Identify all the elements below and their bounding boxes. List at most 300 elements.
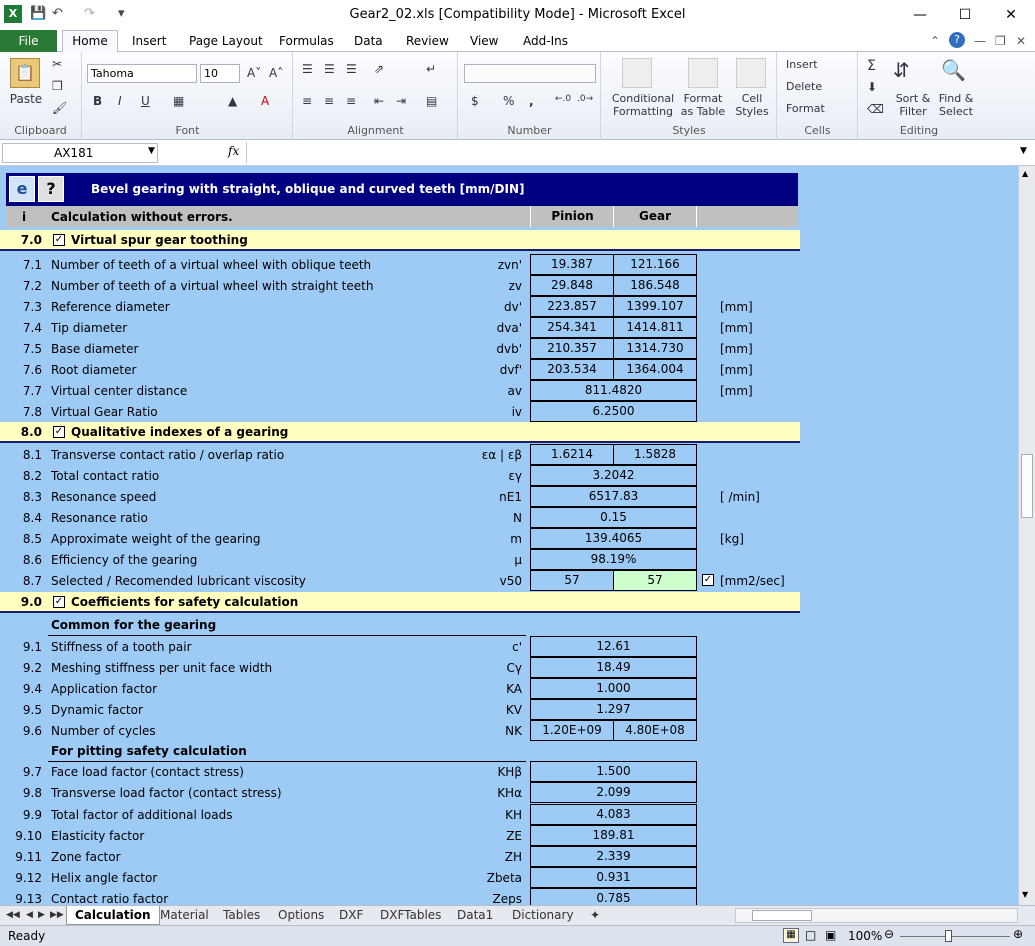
row-number: 7.3 (22, 300, 42, 314)
section-title: Virtual spur gear toothing (71, 233, 248, 247)
copy-icon[interactable]: ❐ (52, 79, 63, 93)
font-group (83, 52, 293, 140)
row-number: 9.7 (22, 765, 42, 779)
delete-cells-button[interactable]: Delete (786, 80, 823, 93)
minimize-ribbon-icon[interactable]: ⌃ (930, 34, 941, 48)
gear-header: Gear (613, 206, 697, 227)
merged-value[interactable]: 1.500 (530, 761, 697, 782)
row-label: Resonance speed (51, 490, 157, 504)
format-as-table-icon[interactable] (688, 58, 718, 88)
row-label: Application factor (51, 682, 158, 696)
excel-logo-icon: X (4, 5, 22, 23)
align-center-icon[interactable]: ≡ (324, 94, 335, 108)
merged-value[interactable]: 6.2500 (530, 401, 697, 422)
merged-value[interactable]: 0.931 (530, 867, 697, 888)
undo-icon[interactable]: ↶ (52, 6, 63, 21)
save-icon[interactable]: 💾 (30, 6, 47, 21)
cells-label: Cells (804, 124, 831, 137)
merge-center-icon[interactable]: ▤ (426, 94, 438, 108)
row-9-12 (0, 867, 800, 888)
row-label: Meshing stiffness per unit face width (51, 661, 273, 675)
row-symbol: ZH (504, 850, 522, 864)
zoom-out-icon[interactable]: ⊖ (884, 927, 895, 941)
row-number: 7.8 (22, 405, 42, 419)
sheet-tab-dxftables[interactable]: DXFTables (380, 908, 442, 922)
zoom-slider[interactable] (900, 936, 1010, 937)
shrink-font-icon[interactable]: A˄ (269, 66, 284, 80)
cell-styles-icon[interactable] (736, 58, 766, 88)
row-symbol: εγ (508, 469, 522, 483)
row-number: 8.6 (22, 553, 42, 567)
ribbon-tabs (0, 30, 1035, 52)
row-number: 8.1 (22, 448, 42, 462)
name-box-dropdown-icon[interactable]: ▼ (148, 146, 155, 156)
help-question-icon[interactable]: ? (38, 176, 64, 202)
row-number: 9.5 (22, 703, 42, 717)
decrease-indent-icon[interactable]: ⇤ (374, 94, 385, 108)
row-symbol: c' (512, 640, 522, 654)
tab-data[interactable]: Data (354, 34, 383, 48)
section-8-0 (0, 422, 800, 443)
subheader-title: For pitting safety calculation (51, 744, 247, 758)
fill-icon[interactable]: ⬇ (867, 80, 878, 94)
gear-value[interactable]: 1399.107 (613, 296, 697, 317)
decrease-decimal-icon[interactable]: .0→ (577, 94, 594, 104)
ribbon (0, 52, 1035, 140)
section-number: 9.0 (20, 595, 42, 609)
number-format-select[interactable] (464, 64, 596, 83)
sheet-tab-options[interactable]: Options (278, 908, 325, 922)
row-symbol: KV (505, 703, 522, 717)
row-symbol: μ (514, 553, 522, 567)
editing-label: Editing (899, 124, 939, 137)
pinion-value[interactable]: 254.341 (530, 317, 614, 338)
format-as-table-button[interactable]: Format as Table (680, 92, 726, 118)
row-label: Resonance ratio (51, 511, 148, 525)
tab-review[interactable]: Review (406, 34, 449, 48)
paste-button[interactable]: Paste (9, 92, 43, 106)
row-8-7 (0, 570, 800, 591)
gear-value[interactable]: 121.166 (613, 254, 697, 275)
row-label: Elasticity factor (51, 829, 145, 843)
merged-value[interactable]: 2.339 (530, 846, 697, 867)
align-left-icon[interactable]: ≡ (302, 94, 313, 108)
row-symbol: zvn' (497, 258, 522, 272)
number-label: Number (507, 124, 552, 137)
row-label: Number of teeth of a virtual wheel with oblique teeth (51, 258, 372, 272)
row-number: 8.2 (22, 469, 42, 483)
row-symbol: dva' (496, 321, 522, 335)
clear-icon[interactable]: ⌫ (867, 102, 884, 116)
merged-value[interactable]: 2.099 (530, 782, 697, 803)
window-close-icon[interactable]: ✕ (1016, 34, 1027, 48)
sheet-tab-dxf[interactable]: DXF (339, 908, 364, 922)
row-symbol: av (507, 384, 522, 398)
row-7-8 (0, 401, 800, 422)
row-9-11 (0, 846, 800, 867)
merged-value[interactable]: 12.61 (530, 636, 697, 657)
row-8-5 (0, 528, 800, 549)
merged-value[interactable]: 6517.83 (530, 486, 697, 507)
row-7-5 (0, 338, 800, 359)
bold-icon[interactable]: B (93, 94, 103, 108)
pinion-value[interactable]: 1.20E+09 (530, 720, 614, 741)
percent-button[interactable]: % (503, 94, 515, 108)
formula-bar (0, 140, 1035, 166)
tab-view[interactable]: View (470, 34, 499, 48)
format-painter-icon[interactable]: 🖌 (52, 101, 68, 115)
gear-value[interactable]: 186.548 (613, 275, 697, 296)
formula-input[interactable] (246, 142, 1016, 163)
gear-value-selected[interactable]: 57 (613, 570, 697, 591)
styles-group (602, 52, 777, 140)
section-checkbox[interactable]: ✓ (54, 596, 64, 607)
row-symbol: KHα (497, 786, 522, 800)
section-checkbox[interactable]: ✓ (54, 426, 64, 437)
row-symbol: dv' (503, 300, 522, 314)
row-8-3 (0, 486, 800, 507)
row-unit: [ /min] (720, 490, 760, 504)
row-9-2 (0, 657, 800, 678)
tab-nav-last-icon[interactable]: ▶▶ (50, 910, 64, 920)
insert-cells-button[interactable]: Insert (786, 58, 818, 71)
row-9-13 (0, 888, 800, 905)
title-bar (0, 0, 1035, 30)
row-label: Selected / Recomended lubricant viscosity (51, 574, 306, 588)
row-number: 9.2 (22, 661, 42, 675)
sort-filter-icon[interactable]: ⇵ (893, 58, 910, 82)
cut-icon[interactable]: ✂ (52, 57, 63, 71)
clipboard-label: Clipboard (14, 124, 67, 137)
tab-nav-next-icon[interactable]: ▶ (38, 910, 45, 920)
row-label: Face load factor (contact stress) (51, 765, 244, 779)
sheet-tab-calculation[interactable]: Calculation (66, 906, 160, 925)
format-cells-button[interactable]: Format (786, 102, 825, 115)
sheet-tab-data1[interactable]: Data1 (457, 908, 494, 922)
merged-value[interactable]: 1.297 (530, 699, 697, 720)
row-symbol: Zeps (492, 892, 522, 905)
row-label: Root diameter (51, 363, 137, 377)
row-9-7 (0, 761, 800, 782)
row-9-1 (0, 636, 800, 657)
merged-value[interactable]: 98.19% (530, 549, 697, 570)
pinion-value[interactable]: 1.6214 (530, 444, 614, 465)
row-symbol: Zbeta (486, 871, 522, 885)
wrap-text-icon[interactable]: ↵ (426, 62, 437, 76)
row-number: 8.7 (22, 574, 42, 588)
increase-decimal-icon[interactable]: ←.0 (555, 94, 572, 104)
close-button[interactable]: ✕ (1005, 7, 1017, 23)
paste-icon[interactable]: 📋 (10, 58, 40, 88)
pinion-value[interactable]: 57 (530, 570, 614, 591)
editing-group (859, 52, 979, 140)
scroll-thumb[interactable] (1021, 454, 1033, 518)
underline-icon[interactable]: U (141, 94, 150, 108)
row-symbol: v50 (499, 574, 522, 588)
fill-color-icon[interactable]: ▲ (228, 94, 238, 108)
viscosity-checkbox[interactable]: ✓ (703, 574, 713, 585)
row-number: 8.4 (22, 511, 42, 525)
row-label: Virtual center distance (51, 384, 188, 398)
fx-label[interactable]: fx (228, 144, 240, 158)
row-unit: [mm] (720, 384, 753, 398)
alignment-label: Alignment (347, 124, 404, 137)
row-label: Virtual Gear Ratio (51, 405, 158, 419)
italic-icon[interactable]: I (118, 94, 122, 108)
row-label: Transverse contact ratio / overlap ratio (51, 448, 285, 462)
row-number: 8.5 (22, 532, 42, 546)
calc-status-row (6, 206, 798, 227)
row-7-6 (0, 359, 800, 380)
tab-file[interactable]: File (0, 30, 57, 52)
row-symbol: Cγ (506, 661, 522, 675)
merged-value[interactable]: 139.4065 (530, 528, 697, 549)
row-number: 8.3 (22, 490, 42, 504)
section-9-0 (0, 592, 800, 613)
row-number: 9.4 (22, 682, 42, 696)
increase-indent-icon[interactable]: ⇥ (396, 94, 407, 108)
align-middle-icon[interactable]: ☰ (324, 62, 335, 76)
sheet-header (6, 173, 798, 206)
name-box[interactable]: AX181 (2, 143, 158, 163)
row-9-5 (0, 699, 800, 720)
gear-value[interactable]: 1414.811 (613, 317, 697, 338)
section-number: 8.0 (20, 425, 42, 439)
vertical-scrollbar[interactable] (1018, 166, 1035, 905)
merged-value[interactable]: 1.000 (530, 678, 697, 699)
tab-add-ins[interactable]: Add-Ins (523, 34, 568, 48)
row-8-1 (0, 444, 800, 465)
section-checkbox[interactable]: ✓ (54, 234, 64, 245)
tab-home[interactable]: Home (62, 30, 118, 53)
window-restore-icon[interactable]: ❐ (995, 34, 1006, 48)
row-symbol: KA (506, 682, 522, 696)
row-number: 7.6 (22, 363, 42, 377)
row-symbol: nE1 (499, 490, 522, 504)
status-bar (0, 925, 1035, 946)
row-unit: [kg] (720, 532, 744, 546)
customize-toolbar-icon[interactable]: ▾ (118, 6, 125, 21)
subheader-pitting (0, 741, 800, 762)
row-symbol: m (510, 532, 522, 546)
pinion-value[interactable]: 223.857 (530, 296, 614, 317)
page-layout-view-icon[interactable]: □ (805, 928, 817, 942)
row-label: Total contact ratio (51, 469, 160, 483)
alignment-group (294, 52, 458, 140)
row-label: Dynamic factor (51, 703, 143, 717)
subheader-common (0, 615, 800, 636)
binoculars-icon[interactable]: 🔍 (941, 58, 966, 82)
row-label: Zone factor (51, 850, 121, 864)
gear-value[interactable]: 4.80E+08 (613, 720, 697, 741)
row-number: 9.8 (22, 786, 42, 800)
clipboard-group (0, 52, 82, 140)
row-label: Stiffness of a tooth pair (51, 640, 192, 654)
page-break-view-icon[interactable]: ▣ (825, 928, 837, 942)
row-9-6 (0, 720, 800, 741)
tab-insert[interactable]: Insert (132, 34, 167, 48)
row-9-9 (0, 804, 800, 825)
row-7-3 (0, 296, 800, 317)
conditional-formatting-button[interactable]: Conditional Formatting (611, 92, 675, 118)
section-number: 7.0 (20, 233, 42, 247)
row-label: Number of teeth of a virtual wheel with straight teeth (51, 279, 374, 293)
font-label: Font (175, 124, 200, 137)
row-symbol: N (513, 511, 522, 525)
internet-explorer-icon[interactable]: e (9, 176, 35, 202)
merged-value[interactable]: 189.81 (530, 825, 697, 846)
row-unit: [mm2/sec] (720, 574, 785, 588)
align-top-icon[interactable]: ☰ (302, 62, 313, 76)
row-label: Tip diameter (51, 321, 128, 335)
row-7-7 (0, 380, 800, 401)
section-title: Coefficients for safety calculation (71, 595, 299, 609)
gear-value[interactable]: 1314.730 (613, 338, 697, 359)
row-symbol: dvb' (496, 342, 522, 356)
row-number: 9.6 (22, 724, 42, 738)
merged-value[interactable]: 0.15 (530, 507, 697, 528)
merged-value[interactable]: 811.4820 (530, 380, 697, 401)
align-bottom-icon[interactable]: ☰ (346, 62, 357, 76)
font-size-select[interactable]: 10 (200, 64, 240, 83)
row-number: 7.5 (22, 342, 42, 356)
font-color-icon[interactable]: A (261, 94, 270, 108)
row-label: Number of cycles (51, 724, 156, 738)
row-8-2 (0, 465, 800, 486)
pinion-value[interactable]: 210.357 (530, 338, 614, 359)
row-7-4 (0, 317, 800, 338)
row-7-2 (0, 275, 800, 296)
row-unit: [mm] (720, 342, 753, 356)
row-label: Contact ratio factor (51, 892, 169, 905)
row-label: Base diameter (51, 342, 139, 356)
merged-value[interactable]: 0.785 (530, 888, 697, 905)
row-symbol: ZE (506, 829, 522, 843)
subheader-title: Common for the gearing (51, 618, 217, 632)
row-symbol: dvf' (499, 363, 522, 377)
row-number: 9.11 (15, 850, 42, 864)
row-symbol: zv (508, 279, 522, 293)
orientation-icon[interactable]: ⇗ (374, 62, 385, 76)
row-9-10 (0, 825, 800, 846)
align-right-icon[interactable]: ≡ (346, 94, 357, 108)
cell-styles-button[interactable]: Cell Styles (735, 92, 769, 118)
row-number: 7.1 (22, 258, 42, 272)
tab-nav-prev-icon[interactable]: ◀ (26, 910, 33, 920)
row-number: 9.9 (22, 808, 42, 822)
row-number: 9.10 (15, 829, 42, 843)
font-name-select[interactable]: Tahoma (87, 64, 197, 83)
styles-label: Styles (672, 124, 706, 137)
pinion-value[interactable]: 203.534 (530, 359, 614, 380)
normal-view-icon[interactable]: ▦ (783, 928, 799, 943)
row-label: Helix angle factor (51, 871, 158, 885)
row-unit: [mm] (720, 321, 753, 335)
tab-page-layout[interactable]: Page Layout (189, 34, 263, 48)
pinion-header: Pinion (530, 206, 614, 227)
row-number: 9.13 (15, 892, 42, 905)
row-label: Approximate weight of the gearing (51, 532, 261, 546)
merged-value[interactable]: 4.083 (530, 804, 697, 825)
gear-value[interactable]: 1364.004 (613, 359, 697, 380)
row-number: 7.7 (22, 384, 42, 398)
row-unit: [mm] (720, 300, 753, 314)
find-select-button[interactable]: Find & Select (938, 92, 974, 118)
row-symbol: NK (505, 724, 522, 738)
maximize-button[interactable]: ☐ (958, 7, 972, 23)
horizontal-scrollbar[interactable] (735, 908, 1018, 923)
gear-value[interactable]: 1.5828 (613, 444, 697, 465)
row-number: 9.12 (15, 871, 42, 885)
tab-formulas[interactable]: Formulas (279, 34, 334, 48)
hscroll-thumb[interactable] (752, 910, 812, 921)
cells-group (778, 52, 858, 140)
sheet-tabs-bar (0, 905, 1035, 925)
sheet-tab-material[interactable]: Material (160, 908, 209, 922)
grow-font-icon[interactable]: A˅ (247, 66, 262, 80)
conditional-formatting-icon[interactable] (622, 58, 652, 88)
section-title: Qualitative indexes of a gearing (71, 425, 289, 439)
currency-button[interactable]: $ (471, 94, 479, 108)
window-minimize-icon[interactable]: — (974, 34, 986, 48)
pinion-value[interactable]: 19.387 (530, 254, 614, 275)
borders-icon[interactable]: ▦ (173, 94, 185, 108)
scroll-down-icon[interactable]: ▼ (1022, 890, 1029, 899)
number-group (459, 52, 601, 140)
worksheet (0, 166, 1018, 905)
insert-sheet-icon[interactable]: ✦ (590, 908, 601, 922)
tab-nav-first-icon[interactable]: ◀◀ (6, 910, 20, 920)
pinion-value[interactable]: 29.848 (530, 275, 614, 296)
row-9-8 (0, 782, 800, 803)
row-symbol: KH (505, 808, 522, 822)
row-number: 7.4 (22, 321, 42, 335)
zoom-slider-handle[interactable] (945, 930, 952, 942)
ready-status: Ready (8, 929, 46, 943)
sheet-tab-dictionary[interactable]: Dictionary (512, 908, 574, 922)
row-symbol: KHβ (497, 765, 522, 779)
expand-formula-bar-icon[interactable]: ▼ (1020, 146, 1027, 156)
row-unit: [mm] (720, 363, 753, 377)
zoom-level[interactable]: 100% (848, 929, 883, 943)
row-8-6 (0, 549, 800, 570)
redo-icon[interactable]: ↷ (84, 6, 95, 21)
row-7-1 (0, 254, 800, 275)
comma-button[interactable]: , (529, 94, 534, 108)
row-number: 7.2 (22, 279, 42, 293)
zoom-in-icon[interactable]: ⊕ (1013, 927, 1024, 941)
row-number: 9.1 (22, 640, 42, 654)
minimize-button[interactable]: — (913, 7, 927, 23)
info-marker: i (22, 210, 27, 224)
autosum-icon[interactable]: Σ (867, 58, 876, 74)
help-icon[interactable]: ? (949, 32, 965, 48)
section-7-0 (0, 230, 800, 251)
scroll-up-icon[interactable]: ▲ (1022, 169, 1029, 178)
row-label: Efficiency of the gearing (51, 553, 198, 567)
merged-value[interactable]: 3.2042 (530, 465, 697, 486)
merged-value[interactable]: 18.49 (530, 657, 697, 678)
row-symbol: εα | εβ (481, 448, 522, 462)
sort-filter-button[interactable]: Sort & Filter (895, 92, 931, 118)
row-8-4 (0, 507, 800, 528)
row-label: Reference diameter (51, 300, 170, 314)
row-9-4 (0, 678, 800, 699)
sheet-tab-tables[interactable]: Tables (223, 908, 261, 922)
calc-status-text: Calculation without errors. (51, 210, 233, 224)
sheet-title: Bevel gearing with straight, oblique and curved teeth [mm/DIN] (91, 182, 525, 196)
row-label: Total factor of additional loads (51, 808, 233, 822)
